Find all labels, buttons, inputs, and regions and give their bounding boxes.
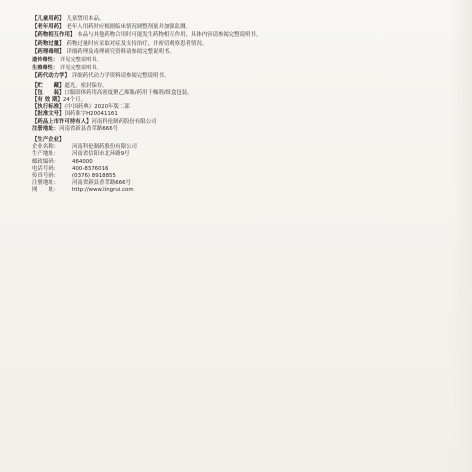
product-meta — [32, 83, 442, 133]
section-heading: 【药物相互作用】 — [32, 32, 76, 39]
meta-value: 河南科伦制药股份有限公司 — [91, 118, 157, 125]
section-drug-interactions — [32, 32, 442, 39]
meta-key: 邮政编码： — [32, 158, 60, 165]
meta-package — [32, 90, 442, 97]
meta-value: 河南省新县香萃路666号 — [59, 125, 119, 132]
meta-value: 《中国药典》2020年版二部 — [64, 104, 130, 111]
section-text: 本品与其他药物合用时可能发生药物相互作用，具体内容请参阅完整说明书。 — [77, 32, 262, 39]
section-pediatric-use — [32, 16, 442, 23]
section-overdose — [32, 41, 442, 48]
page-edge-shadow — [450, 0, 472, 472]
meta-value: 河南科伦制药股份有限公司 — [72, 144, 137, 151]
meta-value: 河南省信阳市北环路9号 — [72, 151, 130, 158]
section-pharmacology-toxicology — [32, 49, 442, 56]
section-reproductive-toxicity — [32, 65, 442, 72]
section-genotoxicity — [32, 57, 442, 64]
meta-key: 传真号码： — [32, 173, 60, 180]
phone-number — [32, 166, 442, 173]
meta-value: 464000 — [72, 158, 93, 165]
section-heading: 【老年用药】 — [32, 24, 65, 31]
meta-key: 【执行标准】 — [32, 104, 65, 111]
section-heading: 遗传毒性： — [32, 57, 59, 64]
meta-key: 电话号码： — [32, 165, 60, 172]
meta-key: 【批准文号】 — [32, 111, 65, 118]
meta-mah-address — [32, 126, 442, 133]
meta-value: 河南省新县香萃路666号 — [72, 180, 132, 187]
meta-value: 遮光，密封保存。 — [64, 82, 108, 89]
section-text: 儿童禁用本品。 — [66, 16, 105, 22]
section-heading: 【药物过量】 — [32, 40, 65, 47]
meta-value: 口服固体药用高密度聚乙烯瓶/药用干燥剂/纸盒包装。 — [64, 89, 193, 96]
section-pharmacokinetics — [32, 73, 442, 80]
meta-key: 生产地址： — [32, 151, 60, 158]
section-text: 详见完整说明书。 — [60, 65, 102, 72]
production-address — [32, 151, 442, 158]
meta-approval-number — [32, 111, 442, 118]
section-heading: 【药代动力学】 — [32, 73, 70, 80]
website — [32, 187, 442, 194]
section-text: 药物过量时应采取对症及支持治疗，并密切观察患者情况。 — [66, 40, 208, 47]
meta-value: 国药准字H20041161 — [64, 111, 118, 118]
meta-value: 400-8376016 — [72, 165, 109, 172]
section-heading: 【儿童用药】 — [32, 16, 65, 22]
meta-storage — [32, 83, 442, 90]
section-geriatric-use — [32, 24, 442, 31]
section-heading: 生殖毒性： — [32, 65, 59, 72]
meta-key: 【生产企业】 — [32, 137, 65, 144]
section-text: 详细药理及毒理研究资料请参阅完整说明书。 — [66, 48, 175, 55]
meta-key: 网 址： — [32, 187, 60, 194]
postal-code — [32, 159, 442, 166]
meta-value: 24个月。 — [62, 97, 86, 104]
meta-key: 企业名称： — [32, 144, 60, 151]
meta-value: (0376) 8918855 — [72, 173, 116, 180]
meta-key: 【药品上市许可持有人】 — [32, 118, 92, 125]
section-text: 老年人用药时应根据临床情况调整剂量并加强监测。 — [66, 24, 191, 31]
meta-mah — [32, 119, 442, 126]
meta-key: 注册地址： — [32, 180, 60, 187]
meta-key: 【贮 藏】 — [32, 82, 65, 89]
meta-key: 注册地址： — [32, 125, 60, 132]
manufacturer-block — [32, 137, 442, 195]
section-heading: 【药理毒理】 — [32, 48, 65, 55]
meta-key: 【有 效 期】 — [32, 97, 63, 104]
meta-key: 【包 装】 — [32, 89, 65, 96]
meta-value: http://www.lingrui.com — [72, 187, 134, 194]
insert-content — [32, 16, 442, 195]
section-text: 详细药代动力学资料请参阅完整说明书。 — [71, 73, 170, 80]
section-text: 详见完整说明书。 — [60, 57, 102, 64]
